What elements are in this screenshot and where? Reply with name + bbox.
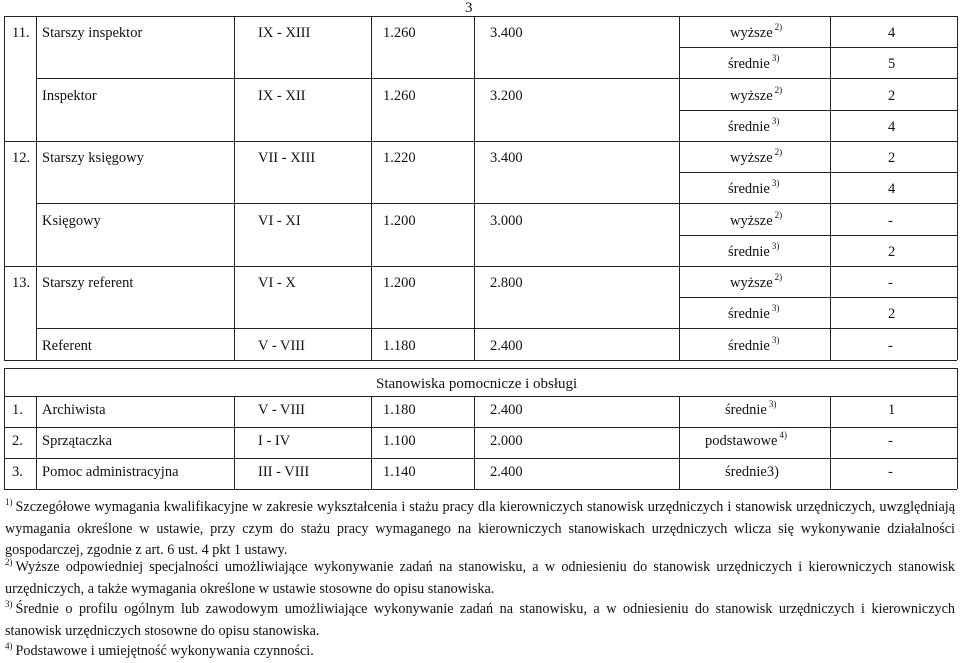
experience-years: - — [888, 464, 893, 480]
table-rule — [36, 78, 957, 79]
section-title: Stanowiska pomocnicze i obsługi — [376, 376, 578, 392]
table-rule — [474, 427, 475, 458]
salary-min: 1.180 — [383, 402, 416, 418]
footnote — [5, 641, 955, 663]
table-rule — [957, 396, 958, 427]
table-rule — [679, 172, 957, 173]
table-rule — [679, 458, 680, 489]
position-name: Starszy inspektor — [42, 25, 143, 41]
table-rule — [371, 396, 372, 427]
education-label: średnie — [728, 244, 770, 260]
education-label: wyższe — [730, 275, 773, 291]
salary-min: 1.100 — [383, 433, 416, 449]
salary-max: 3.400 — [490, 25, 523, 41]
grade-range: V - VIII — [258, 402, 305, 418]
table-rule — [36, 396, 37, 427]
education-requirement — [728, 53, 780, 73]
grade-range: IX - XII — [258, 88, 306, 104]
salary-max: 2.000 — [490, 433, 523, 449]
education-label: średnie — [728, 119, 770, 135]
table-rule — [36, 16, 37, 360]
experience-years: 2 — [888, 88, 896, 104]
table-rule — [234, 16, 235, 360]
table-rule — [234, 396, 235, 427]
footnote-ref: 2) — [774, 85, 783, 95]
experience-years: 4 — [888, 25, 896, 41]
table-rule — [679, 427, 680, 458]
education-label: średnie — [725, 402, 767, 418]
footnote-ref: 2) — [774, 22, 783, 32]
footnote-text: Wyższe odpowiedniej specjalności umożliwiające wykonywanie zadań na stanowisku, a w odniesieniu do stanowisk urzędniczych i kierowniczych stanowisk urzędniczych, a także wymagania określone w ustawie stosowne do opisu stanowiska. — [5, 559, 955, 597]
education-label: średnie — [728, 338, 770, 354]
footnote-ref: 2) — [774, 272, 783, 282]
row-number: 1. — [12, 402, 23, 418]
education-requirement — [730, 147, 783, 167]
table-rule — [830, 458, 831, 489]
education-requirement — [728, 303, 780, 323]
footnote-ref: 3) — [771, 303, 780, 313]
table-rule — [4, 396, 5, 427]
position-name: Starszy referent — [42, 275, 134, 291]
table-rule — [957, 427, 958, 458]
salary-max: 2.800 — [490, 275, 523, 291]
table-rule — [4, 427, 5, 458]
grade-range: I - IV — [258, 433, 291, 449]
salary-min: 1.260 — [383, 88, 416, 104]
table-rule — [4, 396, 957, 397]
footnote-mark: 4) — [5, 641, 13, 651]
footnote-mark: 3) — [5, 599, 13, 609]
table-rule — [36, 458, 37, 489]
position-name: Inspektor — [42, 88, 97, 104]
table-rule — [36, 427, 37, 458]
table-rule — [474, 458, 475, 489]
table-rule — [4, 458, 5, 489]
table-rule — [4, 458, 957, 459]
row-number: 2. — [12, 433, 23, 449]
table-rule — [830, 16, 831, 360]
education-requirement — [730, 272, 783, 292]
salary-min: 1.200 — [383, 275, 416, 291]
footnote — [5, 599, 955, 642]
education-label: średnie — [728, 306, 770, 322]
table-rule — [4, 141, 957, 142]
table-rule — [957, 368, 958, 396]
salary-min: 1.260 — [383, 25, 416, 41]
footnote — [5, 497, 955, 561]
salary-min: 1.180 — [383, 338, 416, 354]
footnote-ref: 3) — [771, 335, 780, 345]
education-label: średnie3) — [725, 464, 779, 480]
footnote-ref: 3) — [771, 53, 780, 63]
salary-max: 2.400 — [490, 464, 523, 480]
education-requirement — [725, 464, 779, 481]
salary-max: 3.200 — [490, 88, 523, 104]
position-name: Sprzątaczka — [42, 433, 113, 449]
experience-years: 1 — [888, 402, 896, 418]
table-rule — [4, 368, 5, 396]
footnote-ref: 3) — [771, 241, 780, 251]
education-requirement — [728, 241, 780, 261]
footnote-mark: 2) — [5, 557, 13, 567]
table-rule — [4, 427, 957, 428]
salary-min: 1.220 — [383, 150, 416, 166]
table-rule — [371, 427, 372, 458]
education-requirement — [705, 430, 787, 450]
grade-range: VI - X — [258, 275, 296, 291]
table-rule — [679, 235, 957, 236]
education-requirement — [725, 399, 777, 419]
page-number: 3 — [465, 0, 473, 16]
experience-years: 4 — [888, 119, 896, 135]
table-rule — [36, 203, 957, 204]
position-name: Referent — [42, 338, 92, 354]
salary-min: 1.140 — [383, 464, 416, 480]
table-rule — [679, 110, 957, 111]
education-requirement — [728, 116, 780, 136]
position-name: Księgowy — [42, 213, 101, 229]
experience-years: - — [888, 433, 893, 449]
table-rule — [679, 396, 680, 427]
table-rule — [234, 427, 235, 458]
experience-years: 2 — [888, 150, 896, 166]
footnote-ref: 2) — [774, 210, 783, 220]
education-label: podstawowe — [705, 433, 778, 449]
education-requirement — [730, 85, 783, 105]
table-rule — [234, 458, 235, 489]
education-label: wyższe — [730, 25, 773, 41]
footnote-text: Podstawowe i umiejętność wykonywania czynności. — [15, 643, 314, 659]
education-requirement — [728, 335, 780, 355]
grade-range: III - VIII — [258, 464, 310, 480]
table-rule — [957, 16, 958, 360]
table-rule — [4, 266, 957, 267]
table-rule — [679, 297, 957, 298]
grade-range: VII - XIII — [258, 150, 316, 166]
footnote-mark: 1) — [5, 497, 13, 507]
table-rule — [4, 368, 957, 369]
education-requirement — [730, 22, 783, 42]
table-rule — [4, 360, 957, 361]
education-label: wyższe — [730, 88, 773, 104]
row-number: 3. — [12, 464, 23, 480]
grade-range: VI - XI — [258, 213, 301, 229]
grade-range: V - VIII — [258, 338, 305, 354]
experience-years: - — [888, 275, 893, 291]
table-rule — [4, 16, 5, 360]
salary-max: 3.000 — [490, 213, 523, 229]
table-rule — [679, 47, 957, 48]
footnote-ref: 2) — [774, 147, 783, 157]
table-rule — [830, 396, 831, 427]
experience-years: - — [888, 338, 893, 354]
footnote-ref: 3) — [771, 116, 780, 126]
table-rule — [679, 16, 680, 360]
salary-max: 2.400 — [490, 338, 523, 354]
salary-max: 2.400 — [490, 402, 523, 418]
table-rule — [4, 489, 957, 490]
row-number: 11. — [12, 25, 30, 41]
education-label: wyższe — [730, 213, 773, 229]
table-rule — [371, 458, 372, 489]
footnote-ref: 4) — [779, 430, 787, 440]
table-rule — [957, 458, 958, 489]
experience-years: 2 — [888, 244, 896, 260]
position-name: Pomoc administracyjna — [42, 464, 179, 480]
position-name: Archiwista — [42, 402, 106, 418]
table-rule — [371, 16, 372, 360]
footnote-ref: 3) — [771, 178, 780, 188]
table-rule — [4, 16, 957, 17]
salary-min: 1.200 — [383, 213, 416, 229]
experience-years: 5 — [888, 56, 896, 72]
footnote — [5, 557, 955, 600]
row-number: 13. — [12, 275, 31, 291]
grade-range: IX - XIII — [258, 25, 311, 41]
footnote-ref: 3) — [768, 399, 777, 409]
education-label: średnie — [728, 181, 770, 197]
position-name: Starszy księgowy — [42, 150, 144, 166]
footnote-text: Średnie o profilu ogólnym lub zawodowym umożliwiające wykonywanie zadań na stanowisku, a w odniesieniu do stanowisk urzędniczych i kierowniczych stanowisk urzędniczych stosowne do opisu stanowiska. — [5, 601, 955, 639]
salary-max: 3.400 — [490, 150, 523, 166]
experience-years: 2 — [888, 306, 896, 322]
row-number: 12. — [12, 150, 31, 166]
experience-years: 4 — [888, 181, 896, 197]
table-rule — [474, 16, 475, 360]
experience-years: - — [888, 213, 893, 229]
education-label: wyższe — [730, 150, 773, 166]
education-requirement — [730, 210, 783, 230]
footnote-text: Szczegółowe wymagania kwalifikacyjne w zakresie wykształcenia i stażu pracy dla kierowniczych stanowisk urzędniczych i stanowisk urzędniczych, uwzględniają wymagania określone w ustawie, przy czym do stażu pracy wymaganego na kierowniczych stanowiskach urzędniczych wlicza się wykonywanie działalności gospodarczej, zgodnie z art. 6 ust. 4 pkt 1 ustawy. — [5, 499, 955, 558]
table-rule — [830, 427, 831, 458]
table-rule — [36, 328, 957, 329]
education-requirement — [728, 178, 780, 198]
education-label: średnie — [728, 56, 770, 72]
table-rule — [474, 396, 475, 427]
